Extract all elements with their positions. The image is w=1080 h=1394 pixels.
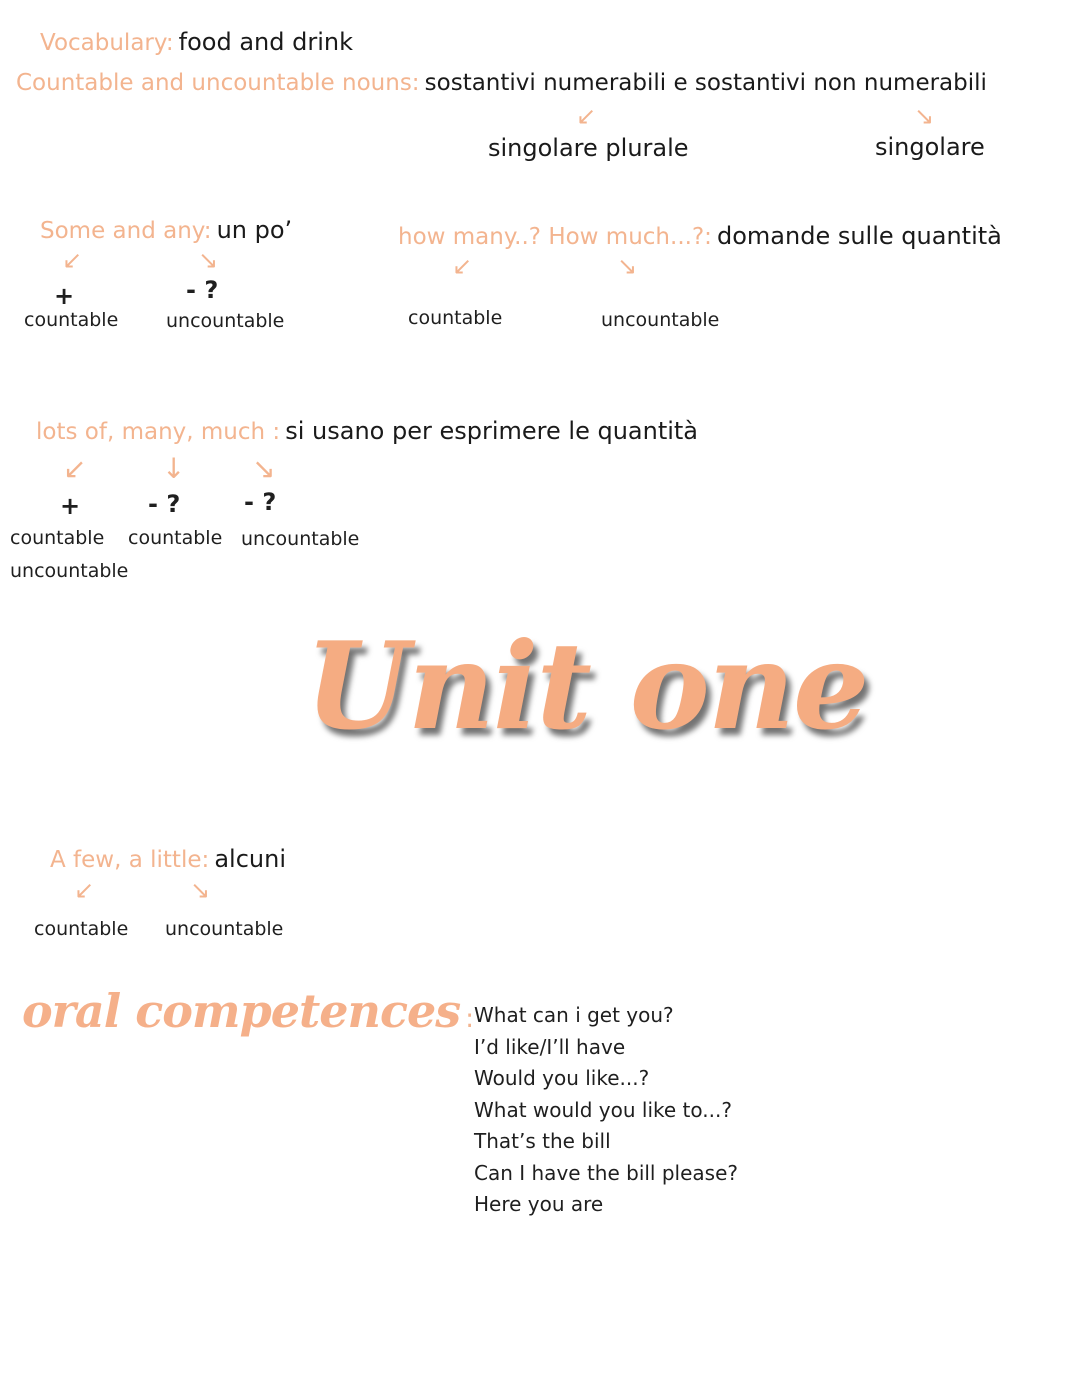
arrow-down-right-icon: ↘ (914, 102, 935, 130)
some-any-value: un po’ (216, 216, 293, 244)
few-little-value: alcuni (214, 845, 287, 873)
lots-of-label: lots of, many, much : (36, 419, 281, 445)
countable-nouns-line (16, 70, 987, 96)
unit-title: Unit one (305, 616, 868, 757)
vocabulary-value: food and drink (178, 28, 354, 56)
oral-colon: : (465, 1004, 474, 1034)
how-many-value: domande sulle quantità (717, 222, 1002, 250)
some-any-label: Some and any: (40, 218, 212, 244)
countable-note-right: singolare (875, 133, 985, 161)
arrow-down-icon: ↓ (162, 452, 186, 485)
minus-question-sign: - ? (244, 488, 277, 516)
plus-sign: + (54, 282, 75, 310)
some-any-right: uncountable (166, 310, 285, 332)
oral-title-line (22, 984, 474, 1038)
vocabulary-label: Vocabulary: (40, 30, 174, 56)
arrow-down-left-icon: ↙ (62, 246, 83, 274)
arrow-down-right-icon: ↘ (617, 252, 638, 280)
some-any-line (40, 216, 292, 244)
few-little-right: uncountable (165, 918, 284, 940)
how-many-left: countable (408, 307, 503, 329)
arrow-down-right-icon: ↘ (190, 876, 211, 904)
arrow-down-left-icon: ↙ (576, 102, 597, 130)
arrow-down-left-icon: ↙ (452, 252, 473, 280)
lots-of-value: si usano per esprimere le quantità (285, 417, 699, 445)
few-little-left: countable (34, 918, 129, 940)
list-item: Can I have the bill please? (474, 1160, 738, 1185)
arrow-down-left-icon: ↙ (74, 876, 95, 904)
lots-of-col2: countable (128, 527, 223, 549)
some-any-left: countable (24, 309, 119, 331)
vocabulary-line (40, 28, 353, 56)
arrow-down-right-icon: ↘ (198, 246, 219, 274)
how-many-label: how many..? How much...?: (398, 224, 712, 250)
list-item: What would you like to...? (474, 1097, 732, 1122)
arrow-down-left-icon: ↙ (63, 452, 87, 485)
minus-question-sign: - ? (186, 276, 219, 304)
lots-of-line (36, 417, 698, 445)
oral-phrases-list (474, 1000, 738, 1221)
list-item: That’s the bill (474, 1129, 611, 1153)
countable-nouns-label: Countable and uncountable nouns: (16, 70, 420, 96)
plus-sign: + (60, 492, 81, 520)
list-item: What can i get you? (474, 1003, 674, 1027)
countable-note-left: singolare plurale (488, 134, 689, 162)
how-many-right: uncountable (601, 309, 720, 331)
lots-of-col3: uncountable (241, 528, 360, 550)
few-little-line (50, 845, 286, 873)
lots-of-col1-a: countable (10, 527, 105, 549)
arrow-down-right-icon: ↘ (252, 452, 276, 485)
minus-question-sign: - ? (148, 490, 181, 518)
how-many-line (398, 222, 1002, 250)
list-item: I’d like/I’ll have (474, 1034, 626, 1059)
countable-nouns-value: sostantivi numerabili e sostantivi non numerabili (424, 70, 987, 96)
list-item: Here you are (474, 1192, 604, 1216)
few-little-label: A few, a little: (50, 847, 210, 873)
lots-of-col1-b: uncountable (10, 560, 129, 582)
list-item: Would you like...? (474, 1066, 650, 1090)
oral-title: oral competences (22, 984, 461, 1038)
